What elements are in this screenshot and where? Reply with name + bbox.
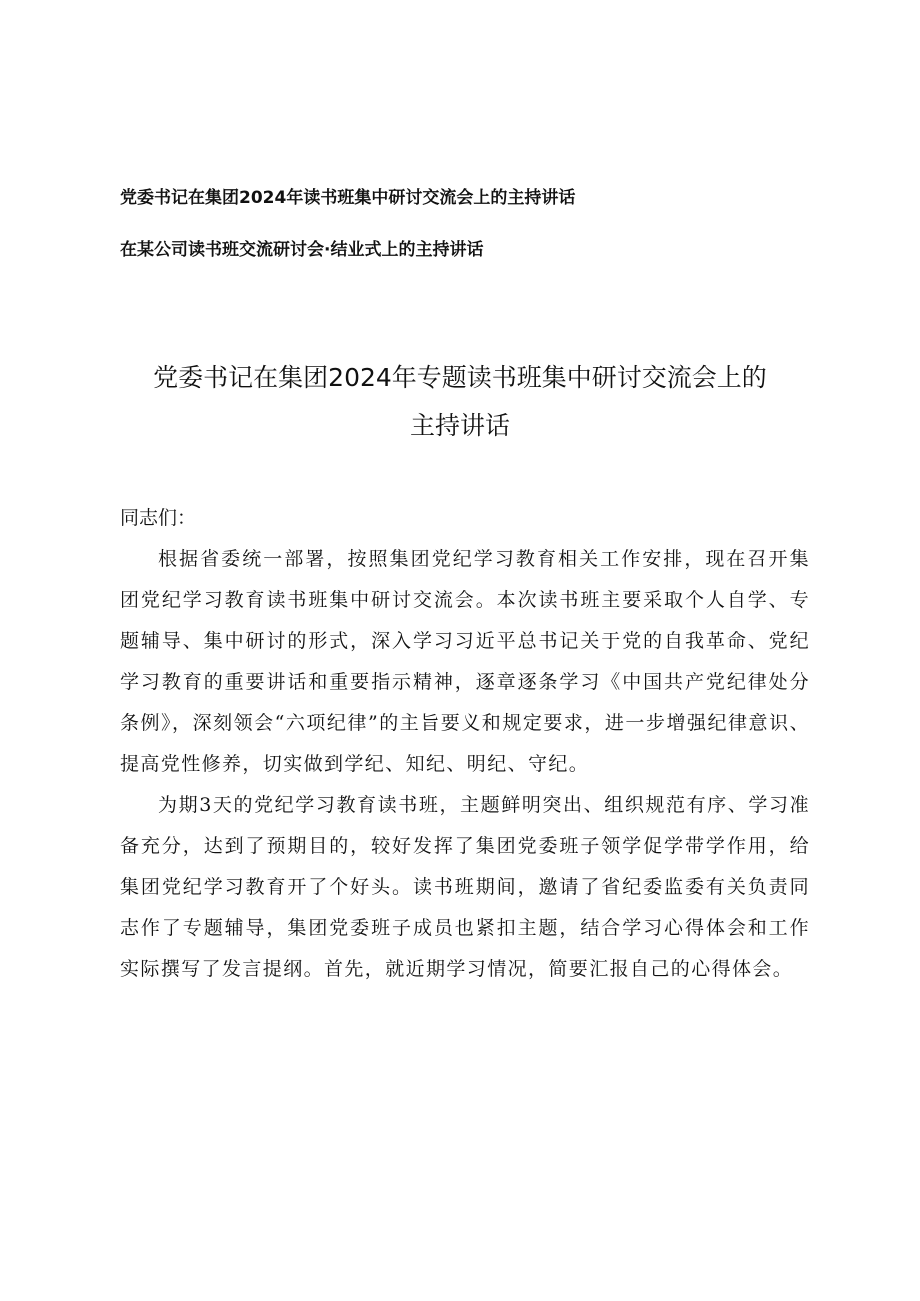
paragraph-1: 根据省委统一部署，按照集团党纪学习教育相关工作安排，现在召开集团党纪学习教育读书班集中研讨交流会。本次读书班主要采取个人自学、专题辅导、集中研讨的形式，深入学习习近平总书记关于党的自我革命、党纪学习教育的重要讲话和重要指示精神，逐章逐条学习《中国共产党纪律处分条例》，深刻领会“六项纪律”的主旨要义和规定要求，进一步增强纪律意识、提高党性修养，切实做到学纪、知纪、明纪、守纪。 <box>120 548 810 775</box>
document-title <box>60 354 860 450</box>
toc-item-1[interactable]: 党委书记在集团2024年读书班集中研讨交流会上的主持讲话 <box>120 188 576 208</box>
title-line-2: 主持讲话 <box>409 411 510 440</box>
document-body <box>120 498 810 990</box>
toc-item-2[interactable]: 在某公司读书班交流研讨会·结业式上的主持讲话 <box>120 240 484 260</box>
salutation: 同志们： <box>120 507 197 529</box>
table-of-contents <box>120 184 820 288</box>
paragraph-2: 为期3天的党纪学习教育读书班，主题鲜明突出、组织规范有序、学习准备充分，达到了预期目的，较好发挥了集团党委班子领学促学带学作用，给集团党纪学习教育开了个好头。读书班期间，邀请了省纪委监委有关负责同志作了专题辅导，集团党委班子成员也紧扣主题，结合学习心得体会和工作实际撰写了发言提纲。首先，就近期学习情况，简要汇报自己的心得体会。 <box>120 794 810 980</box>
title-line-1: 党委书记在集团2024年专题读书班集中研讨交流会上的 <box>153 363 767 392</box>
